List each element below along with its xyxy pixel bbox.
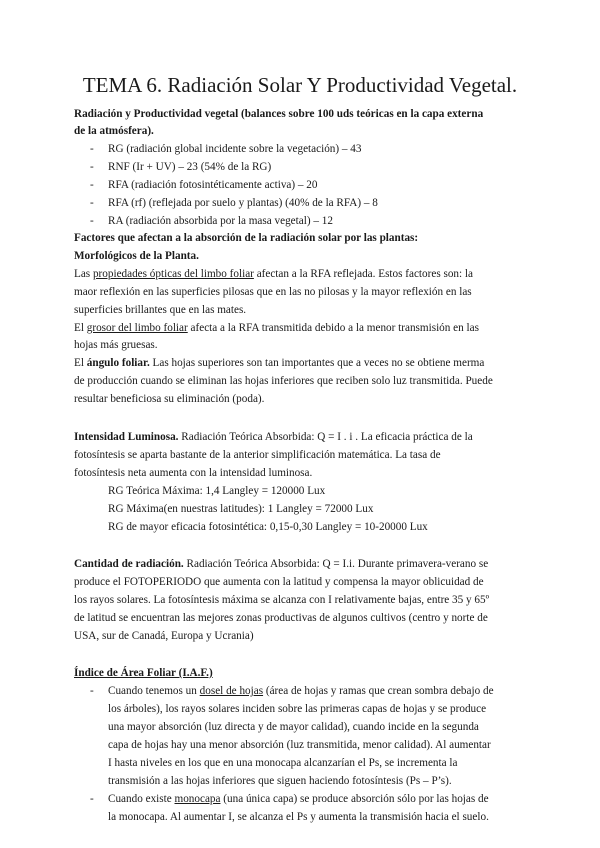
underlined-term: propiedades ópticas del limbo foliar — [92, 268, 254, 280]
underlined-term: dosel de hojas — [199, 685, 264, 697]
list-bullet: - — [90, 793, 94, 805]
list-bullet: - — [90, 143, 94, 155]
list-item: Cuando tenemos un dosel de hojas (área de hojas y ramas que crean sombra debajo de — [108, 685, 494, 697]
paragraph-line: Las propiedades ópticas del limbo foliar afectan a la RFA reflejada. Estos factores son: la — [74, 268, 473, 280]
paragraph-line: Cantidad de radiación. Radiación Teórica Absorbida: Q = I.i. Durante primavera-verano se — [74, 558, 489, 570]
list-item: RFA (rf) (reflejada por suelo y plantas) (40% de la RFA) – 8 — [108, 197, 378, 209]
list-item-line: capa de hojas hay una menor absorción (luz transmitida, menor calidad). Al aumentar — [108, 739, 491, 751]
list-item: RNF (Ir + UV) – 23 (54% de la RG) — [108, 161, 272, 173]
paragraph-line: El ángulo foliar. Las hojas superiores son tan importantes que a veces no se obtiene merma — [74, 357, 485, 369]
paragraph-line: de producción cuando se eliminan las hojas inferiores que reciben solo luz transmitida. Puede — [74, 375, 493, 387]
document-title: TEMA 6. Radiación Solar Y Productividad Vegetal. — [82, 73, 518, 97]
list-item: RG Teórica Máxima: 1,4 Langley = 120000 Lux — [108, 485, 326, 497]
paragraph-line: de latitud se encuentran las mejores zonas productivas de algunos cultivos (centro y norte de — [74, 612, 488, 624]
list-bullet: - — [90, 215, 94, 227]
subheading-morfologicos: Morfológicos de la Planta. — [74, 250, 199, 262]
list-item: Cuando existe monocapa (una única capa) se produce absorción sólo por las hojas de — [108, 793, 489, 805]
underlined-term: monocapa — [174, 793, 221, 805]
list-bullet: - — [90, 161, 94, 173]
list-item: RG Máxima(en nuestras latitudes): 1 Langley = 72000 Lux — [108, 503, 374, 515]
paragraph-line: fotosíntesis se aparta bastante de la anterior simplificación matemática. La tasa de — [74, 449, 441, 461]
paragraph-line: los rayos solares. La fotosíntesis máxima se alcanza con I relativamente bajas, entre 35 y 65º — [74, 594, 490, 606]
section-heading-cantidad: Cantidad de radiación. — [74, 558, 184, 570]
paragraph-line: produce el FOTOPERIODO que aumenta con la latitud y compensa la mayor oblicuidad de — [74, 576, 484, 588]
list-bullet: - — [90, 197, 94, 209]
section-heading-radiacion: Radiación y Productividad vegetal (balances sobre 100 uds teóricas en la capa externa — [74, 108, 484, 120]
list-item: RFA (radiación fotosintéticamente activa) – 20 — [108, 179, 318, 191]
list-item-line: una mayor absorción (luz directa y de mayor calidad), cuando incide en la segunda — [108, 721, 479, 733]
list-bullet: - — [90, 179, 94, 191]
paragraph-line: El grosor del limbo foliar afecta a la RFA transmitida debido a la menor transmisión en las — [74, 322, 479, 334]
section-heading-intensidad: Intensidad Luminosa. — [74, 431, 179, 443]
list-item: RG (radiación global incidente sobre la vegetación) – 43 — [108, 143, 362, 155]
section-heading-factores: Factores que afectan a la absorción de la radiación solar por las plantas: — [74, 232, 419, 244]
list-bullet: - — [90, 685, 94, 697]
list-item-line: transmisión a las hojas inferiores que siguen haciendo fotosíntesis (Ps – P’s). — [108, 775, 452, 787]
bold-term: ángulo foliar. — [86, 357, 150, 369]
paragraph-line: superficies brillantes que en las mates. — [74, 304, 247, 316]
section-heading-iaf: Índice de Área Foliar (I.A.F.) — [74, 667, 213, 679]
paragraph-line: maor reflexión en las superficies pilosas que en las no pilosas y la mayor reflexión en las — [74, 286, 472, 298]
section-heading-radiacion-cont: de la atmósfera). — [74, 125, 154, 137]
list-item: RA (radiación absorbida por la masa vegetal) – 12 — [108, 215, 333, 227]
list-item: RG de mayor eficacia fotosintética: 0,15-0,30 Langley = 10-20000 Lux — [108, 521, 428, 533]
list-item-line: la monocapa. Al aumentar I, se alcanza el Ps y aumenta la transmisión hacia el suelo. — [108, 811, 489, 823]
list-item-line: los árboles), los rayos solares inciden sobre las primeras capas de hojas y se produce — [108, 703, 487, 715]
paragraph-line: hojas más gruesas. — [74, 339, 158, 351]
underlined-term: grosor del limbo foliar — [86, 322, 188, 334]
paragraph-line: fotosíntesis neta aumenta con la intensidad luminosa. — [74, 467, 313, 479]
paragraph-line: resultar beneficiosa su eliminación (poda). — [74, 393, 265, 405]
list-item-line: I hasta niveles en los que en una monocapa alcanzarían el Ps, se incrementa la — [108, 757, 458, 769]
paragraph-line: Intensidad Luminosa. Radiación Teórica Absorbida: Q = I . i . La eficacia práctica de la — [74, 431, 473, 443]
paragraph-line: USA, sur de Canadá, Europa y Ucrania) — [74, 630, 254, 642]
